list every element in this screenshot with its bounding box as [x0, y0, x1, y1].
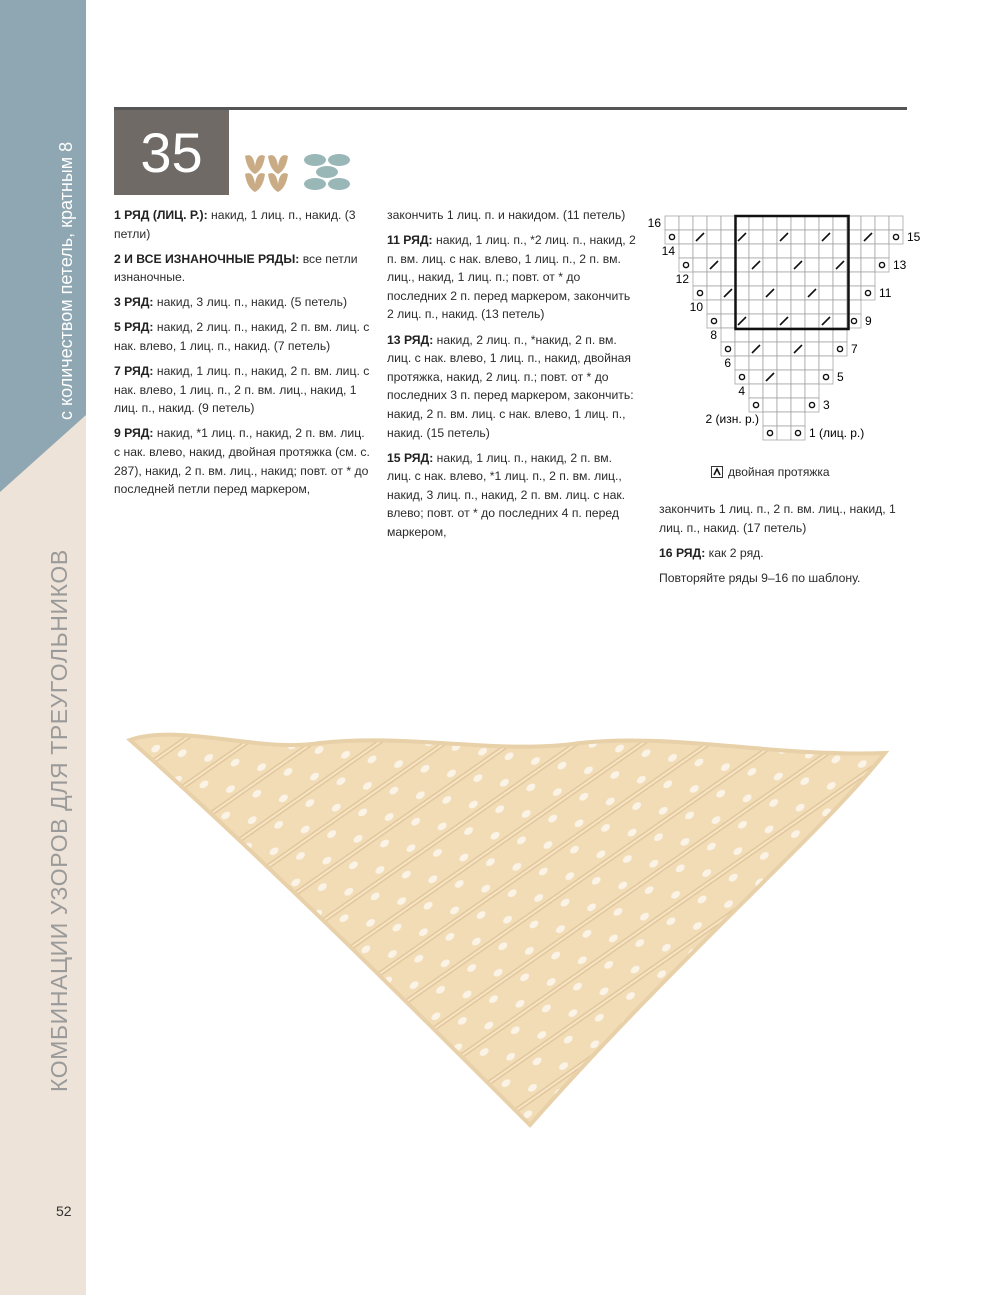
chart-cell [749, 370, 763, 384]
chart-cell [833, 272, 847, 286]
chart-cell [791, 314, 805, 328]
chart-cell [777, 384, 791, 398]
row-13-instruction: 13 РЯД: накид, 2 лиц. п., *накид, 2 п. вм. лиц. с нак. влево, 1 лиц. п., накид, двойная протяжка, накид, 2 лиц. п.; повт. от * до последних 3 п. перед маркером, закончить: накид, 2 п. вм. лиц. с нак. влево, 1 лиц. п., накид. (15 петель) [387, 332, 634, 440]
chart-cell [875, 244, 889, 258]
chart-cell [805, 216, 819, 230]
chart-cell [707, 300, 721, 314]
row-9-instruction: 9 РЯД: накид, *1 лиц. п., накид, 2 п. вм. лиц. с нак. влево, накид, двойная протяжка (см. с. 287), накид, 2 п. вм. лиц., накид; повт. от * до последней петли перед маркером, [114, 426, 370, 497]
chart-cell [819, 370, 833, 384]
chart-cell [721, 230, 735, 244]
sidebar [0, 0, 86, 1295]
chart-cell [777, 412, 791, 426]
legend-label: двойная протяжка [728, 465, 830, 479]
chart-cell [693, 272, 707, 286]
chart-row-label-left: 10 [689, 300, 703, 314]
chart-cell [777, 426, 791, 440]
chart-cell [791, 356, 805, 370]
chart-cell [763, 258, 777, 272]
chart-row-label-right: 3 [823, 398, 830, 412]
chart-row-label-left: 14 [661, 244, 675, 258]
chart-cell [805, 356, 819, 370]
chart-cell [777, 356, 791, 370]
chart-cell [777, 370, 791, 384]
chart-cell [875, 258, 889, 272]
chart-row-label-left: 2 (изн. р.) [705, 412, 759, 426]
chart-cell [749, 300, 763, 314]
chart-cell [805, 398, 819, 412]
chart-row-label-right: 9 [865, 314, 872, 328]
chart-cell [861, 286, 875, 300]
chart-cell [707, 244, 721, 258]
chart-cell [777, 272, 791, 286]
knitting-chart [640, 210, 920, 450]
chart-cell [721, 216, 735, 230]
chart-cell [833, 300, 847, 314]
chart-cell [763, 314, 777, 328]
chart-cell [791, 300, 805, 314]
chart-cell [763, 300, 777, 314]
chart-cell [749, 244, 763, 258]
chart-cell [833, 244, 847, 258]
row-15-instruction: 15 РЯД: накид, 1 лиц. п., накид, 2 п. вм. лиц. с нак. влево, *1 лиц. п., 2 п. вм. лиц., накид, 3 лиц. п., накид, 2 п. вм. лиц. с нак. влево; повт. от * до последних 4 п. перед маркером, [387, 450, 626, 539]
chart-row-label-right: 5 [837, 370, 844, 384]
chart-cell [889, 216, 903, 230]
yarn-icons [243, 152, 358, 199]
chart-cell [721, 328, 735, 342]
chart-row-label-right: 15 [907, 230, 920, 244]
chart-cell [791, 216, 805, 230]
row-11-instruction: 11 РЯД: накид, 1 лиц. п., *2 лиц. п., накид, 2 п. вм. лиц. с нак. влево, 1 лиц. п., 2 п. вм. лиц., накид, 1 лиц. п.; повт. от * до последних 2 п. перед маркером, закончить 2 лиц. п., накид. (13 петель) [387, 233, 636, 322]
chart-cell [805, 300, 819, 314]
sidebar-title: КОМБИНАЦИИ УЗОРОВ ДЛЯ ТРЕУГОЛЬНИКОВ [46, 549, 72, 1092]
row-16-instruction: 16 РЯД: как 2 ряд. [659, 545, 764, 560]
chart-cell [805, 370, 819, 384]
chart-row-label-left: 6 [724, 356, 731, 370]
chart-cell [763, 244, 777, 258]
row-3-instruction: 3 РЯД: накид, 3 лиц. п., накид. (5 петель) [114, 295, 348, 310]
chart-cell [819, 300, 833, 314]
chart-cell [861, 258, 875, 272]
chart-cell [861, 216, 875, 230]
chart-cell [735, 286, 749, 300]
chart-cell [763, 342, 777, 356]
chart-cell [819, 244, 833, 258]
chart-cell [749, 216, 763, 230]
chart-cell [749, 272, 763, 286]
chart-row-label-right: 7 [851, 342, 858, 356]
chart-cell [805, 314, 819, 328]
chart-cell [805, 230, 819, 244]
chart-cell [721, 258, 735, 272]
chart-cell [791, 286, 805, 300]
chart-cell [805, 244, 819, 258]
chart-cell [791, 370, 805, 384]
chart-cell [777, 258, 791, 272]
chart-row-label-right: 13 [893, 258, 907, 272]
chart-cell [833, 286, 847, 300]
chart-cell [819, 272, 833, 286]
top-rule [114, 107, 907, 110]
chart-cell [735, 356, 749, 370]
chart-cell [819, 286, 833, 300]
chart-cell [777, 286, 791, 300]
chart-legend [711, 465, 830, 479]
chart-cell [819, 258, 833, 272]
chart-cell [735, 370, 749, 384]
chart-cell [833, 342, 847, 356]
chart-cell [777, 216, 791, 230]
chart-row-label-left: 4 [738, 384, 745, 398]
chart-cell [749, 314, 763, 328]
row-5-instruction: 5 РЯД: накид, 2 лиц. п., накид, 2 п. вм. лиц. с нак. влево, 1 лиц. п., накид. (7 петель) [114, 320, 370, 354]
chart-cell [777, 342, 791, 356]
chart-cell [665, 230, 679, 244]
chart-cell [763, 398, 777, 412]
chart-row-label-left: 16 [647, 216, 661, 230]
chart-cell [735, 342, 749, 356]
repeat-instruction: Повторяйте ряды 9–16 по шаблону. [659, 570, 861, 585]
chart-cell [819, 216, 833, 230]
chart-row-label-left: 12 [675, 272, 689, 286]
row-15-continuation: закончить 1 лиц. п., 2 п. вм. лиц., накид, 1 лиц. п., накид. (17 петель) [659, 502, 896, 535]
instructions-column-3 [659, 500, 919, 594]
chart-cell [707, 216, 721, 230]
chart-cell [679, 258, 693, 272]
chart-cell [791, 398, 805, 412]
chart-cell [665, 216, 679, 230]
chart-cell [861, 244, 875, 258]
chart-cell [805, 258, 819, 272]
chart-cell [777, 244, 791, 258]
chart-cell [833, 314, 847, 328]
chart-cell [791, 272, 805, 286]
chart-cell [763, 384, 777, 398]
chart-cell [763, 356, 777, 370]
chart-cell [735, 216, 749, 230]
chart-cell [791, 230, 805, 244]
chart-cell [679, 216, 693, 230]
chart-row-label-left: 8 [710, 328, 717, 342]
chart-cell [735, 244, 749, 258]
chart-cell [707, 286, 721, 300]
chart-cell [749, 384, 763, 398]
chart-cell [749, 398, 763, 412]
instructions-column-2 [387, 206, 637, 548]
chart-cell [805, 384, 819, 398]
chart-cell [833, 230, 847, 244]
chart-cell [763, 272, 777, 286]
chart-cell [749, 286, 763, 300]
double-decrease-icon [711, 466, 723, 478]
chart-cell [721, 244, 735, 258]
knitted-shawl-photo [120, 715, 890, 1135]
chart-cell [875, 230, 889, 244]
page-number: 52 [56, 1203, 72, 1219]
chart-cell [735, 258, 749, 272]
chart-cell [875, 216, 889, 230]
chart-cell [707, 314, 721, 328]
chart-cell [679, 230, 693, 244]
row-7-instruction: 7 РЯД: накид, 1 лиц. п., накид, 2 п. вм. лиц. с нак. влево, 1 лиц. п., 2 п. вм. лиц., накид, 1 лиц. п., накид. (9 петель) [114, 364, 370, 416]
chart-row-label-right: 1 (лиц. р.) [809, 426, 865, 440]
chart-cell [749, 356, 763, 370]
chart-cell [791, 384, 805, 398]
chart-cell [805, 272, 819, 286]
chart-cell [707, 230, 721, 244]
chart-cell [819, 342, 833, 356]
pattern-number: 35 [114, 110, 229, 195]
chart-cell [777, 398, 791, 412]
knit-stitch-icon [245, 155, 288, 192]
chart-cell [889, 230, 903, 244]
chart-cell [735, 272, 749, 286]
chart-cell [763, 412, 777, 426]
chart-cell [791, 412, 805, 426]
chart-cell [721, 272, 735, 286]
chart-cell [833, 216, 847, 230]
chart-cell [763, 230, 777, 244]
chart-cell [707, 272, 721, 286]
chart-cell [693, 286, 707, 300]
row-9-continuation: закончить 1 лиц. п. и накидом. (11 петель) [387, 208, 626, 222]
chart-cell [763, 426, 777, 440]
chart-cell [679, 244, 693, 258]
row-1-instruction: 1 РЯД (ЛИЦ. Р.): накид, 1 лиц. п., накид. (3 петли) [114, 208, 356, 241]
chart-cell [693, 258, 707, 272]
chart-cell [861, 272, 875, 286]
chart-cell [805, 342, 819, 356]
chart-cell [721, 300, 735, 314]
row-2-instruction: 2 И ВСЕ ИЗНАНОЧНЫЕ РЯДЫ: все петли изнаночные. [114, 251, 358, 285]
chart-cell [791, 244, 805, 258]
chart-cell [763, 216, 777, 230]
chart-cell [735, 300, 749, 314]
chart-cell [791, 426, 805, 440]
instructions-column-1 [114, 206, 370, 505]
purl-stitch-icon [304, 154, 350, 190]
chart-cell [721, 314, 735, 328]
chart-cell [693, 216, 707, 230]
sidebar-subtitle: с количеством петель, кратным 8 [56, 141, 76, 420]
chart-cell [749, 230, 763, 244]
chart-cell [819, 356, 833, 370]
chart-cell [693, 244, 707, 258]
chart-cell [777, 300, 791, 314]
chart-row-label-right: 11 [879, 286, 892, 300]
chart-cell [721, 342, 735, 356]
